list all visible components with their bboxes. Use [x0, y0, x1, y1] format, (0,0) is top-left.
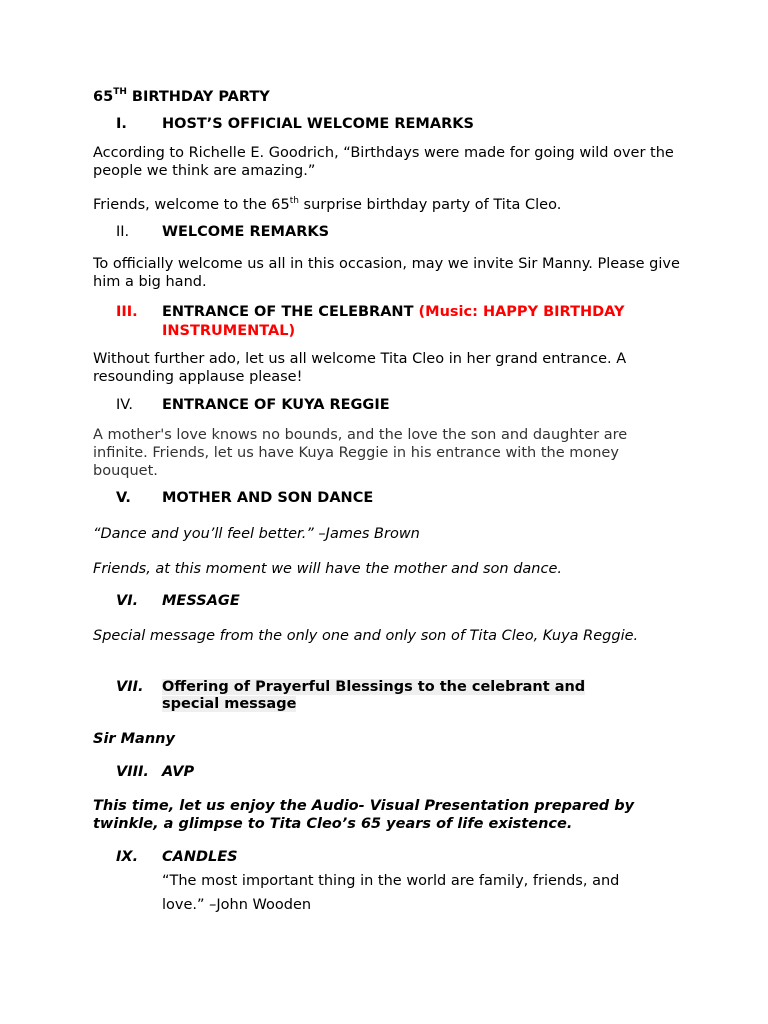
music-note: (Music: HAPPY BIRTHDAY: [418, 304, 625, 320]
paragraph-invite: To officially welcome us all in this occasion, may we invite Sir Manny. Please give him a big hand.: [93, 256, 680, 290]
section-number: VII.: [116, 679, 144, 695]
section-number: II.: [116, 224, 130, 240]
title-suffix: TH: [113, 87, 127, 97]
paragraph-grand-entrance: Without further ado, let us all welcome Tita Cleo in her grand entrance. A resounding applause please!: [93, 351, 627, 385]
paragraph-welcome-start: Friends, welcome to the 65: [93, 196, 290, 213]
section-title-line1: Offering of Prayerful Blessings to the celebrant and: [162, 679, 586, 695]
section-number: IX.: [116, 849, 139, 865]
paragraph-dance: Friends, at this moment we will have the mother and son dance.: [93, 561, 562, 577]
section-title: HOST’S OFFICIAL WELCOME REMARKS: [162, 116, 474, 132]
section-title-line1: [162, 304, 624, 320]
section-number: V.: [116, 490, 131, 506]
section-title: MESSAGE: [162, 593, 240, 609]
section-title: ENTRANCE OF THE CELEBRANT: [162, 304, 414, 320]
section-title: MOTHER AND SON DANCE: [162, 490, 374, 506]
page-title: [93, 88, 270, 105]
paragraph-welcome: [93, 192, 683, 214]
section-number: I.: [116, 116, 127, 132]
section-title: AVP: [162, 764, 195, 780]
section-title: ENTRANCE OF KUYA REGGIE: [162, 397, 390, 413]
music-note-line2: INSTRUMENTAL): [162, 323, 296, 339]
section-number: VIII.: [116, 764, 149, 780]
paragraph-avp: This time, let us enjoy the Audio- Visual Presentation prepared by twinkle, a glimpse to Tita Cleo’s 65 years of life existence.: [93, 798, 635, 832]
quote-john-wooden: “The most important thing in the world are family, friends, and love.” –John Wooden: [162, 873, 620, 913]
paragraph-goodrich-quote: According to Richelle E. Goodrich, “Birthdays were made for going wild over the people we think are amazing.”: [93, 145, 674, 179]
section-number: VI.: [116, 593, 139, 609]
section-number: III.: [116, 304, 138, 320]
ordinal-suffix: th: [289, 196, 299, 206]
paragraph-welcome-end: surprise birthday party of Tita Cleo.: [298, 196, 562, 213]
title-number: 65: [93, 88, 114, 105]
quote-james-brown: “Dance and you’ll feel better.” –James Brown: [93, 526, 420, 542]
section-title: WELCOME REMARKS: [162, 224, 330, 240]
paragraph-mothers-love: A mother's love knows no bounds, and the love the son and daughter are infinite. Friends, let us have Kuya Reggie in his entrance with the money bouquet.: [93, 427, 628, 479]
section-title: CANDLES: [162, 849, 238, 865]
section-number: IV.: [116, 397, 133, 413]
section-title-line2: special message: [162, 696, 297, 712]
paragraph-special-message: Special message from the only one and only son of Tita Cleo, Kuya Reggie.: [93, 628, 639, 644]
title-text: BIRTHDAY PARTY: [131, 88, 270, 105]
speaker-name: Sir Manny: [93, 731, 175, 747]
